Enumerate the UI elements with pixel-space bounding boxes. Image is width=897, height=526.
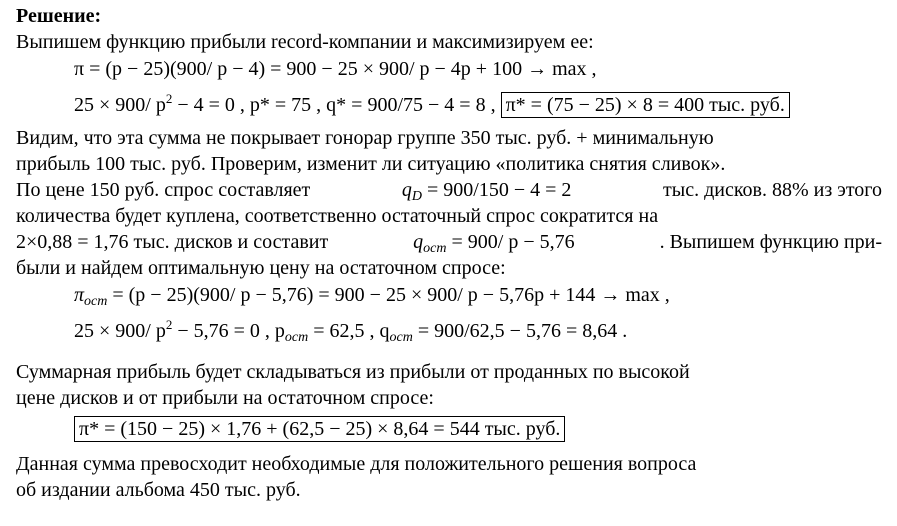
text-line-10: Данная сумма превосходит необходимые для положительного решения вопроса: [16, 453, 697, 475]
text-line-9: цене дисков и от прибыли на остаточном спросе:: [16, 387, 434, 409]
text-segment: 2×0,88 = 1,76 тыс. дисков и составит: [16, 231, 329, 253]
text-segment: По цене 150 руб. спрос составляет: [16, 179, 311, 201]
text-line-7: были и найдем оптимальную цену на остаточном спросе:: [16, 257, 506, 279]
text-line-5: количества будет куплена, соответственно остаточный спрос сократится на: [16, 205, 659, 227]
text-line-8: Суммарная прибыль будет складываться из прибыли от проданных по высокой: [16, 361, 690, 383]
text-line-3: прибыль 100 тыс. руб. Проверим, изменит ли ситуацию «политика снятия сливок».: [16, 153, 726, 175]
profit-function-formula: π = (p − 25)(900/ p − 4) = 900 − 25 × 900/ p − 4p + 100 → max ,: [74, 58, 597, 80]
formula-part: 25 × 900/ p: [74, 94, 166, 116]
text-line-1: Выпишем функцию прибыли record-компании и максимизируем ее:: [16, 31, 594, 53]
total-profit-formula: [74, 415, 565, 443]
exponent: 2: [165, 91, 173, 106]
text-line-2: Видим, что эта сумма не покрывает гонорар группе 350 тыс. руб. + минимальную: [16, 127, 714, 149]
boxed-result-544: π* = (150 − 25) × 1,76 + (62,5 − 25) × 8,64 = 544 тыс. руб.: [74, 416, 565, 442]
residual-max-conditions-formula: 25 × 900/ $p^2 - 5,76 = 0$ , $p_{ост} = 62,5$ , $q_{ост} = 900/62,5 - 5,76 = 8,64$ .: [74, 317, 628, 345]
demand-formula: $q_D = 900/150 - 4 = 2$: [401, 179, 572, 204]
boxed-result-400: π* = (75 − 25) × 8 = 400 тыс. руб.: [501, 92, 790, 118]
text-line-4: [16, 177, 882, 203]
text-line-11: об издании альбома 450 тыс. руб.: [16, 479, 301, 501]
residual-profit-formula: $\pi_{ост} = (p - 25)(900/$ p − 5,76) = 900 − 25 × 900/ p − 5,76p + 144 → max ,: [74, 284, 670, 309]
text-line-6: [16, 229, 882, 255]
text-segment: . Выпишем функцию при-: [659, 231, 882, 253]
profit-max-conditions-formula: [74, 91, 790, 119]
text-segment: тыс. дисков. 88% из этого: [663, 179, 882, 201]
formula-part: − 4 = 0 , p* = 75 , q* = 900/75 − 4 = 8 ,: [172, 94, 496, 116]
solution-heading: Решение:: [16, 5, 102, 27]
residual-demand-formula: $q_{ост} = 900/$ p − 5,76: [413, 231, 575, 256]
